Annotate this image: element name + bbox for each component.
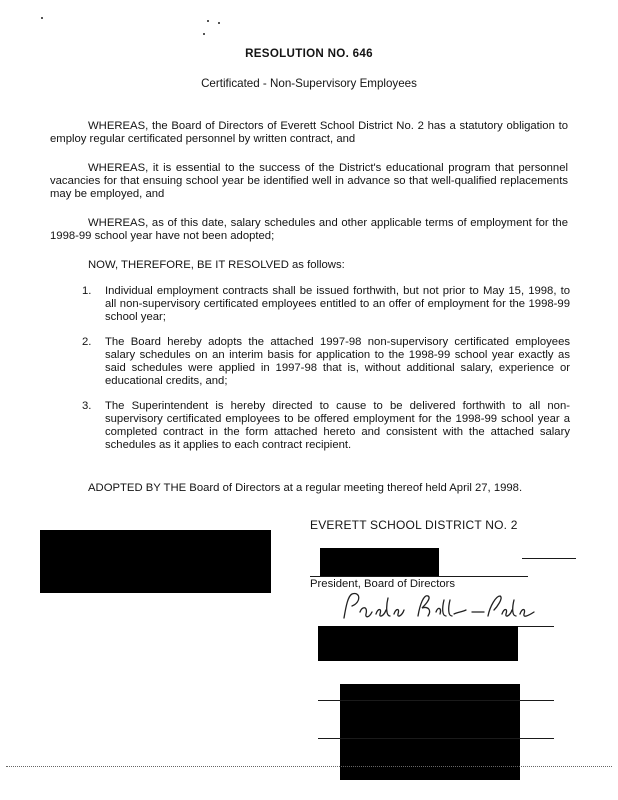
handwritten-signature <box>338 588 558 630</box>
resolution-item <box>82 336 570 388</box>
district-name: EVERETT SCHOOL DISTRICT NO. 2 <box>310 518 518 532</box>
item-number: 2. <box>82 336 92 348</box>
scan-speck <box>218 22 220 24</box>
resolved-intro: NOW, THEREFORE, BE IT RESOLVED as follows: <box>88 259 345 271</box>
signature-line-tail <box>522 558 576 559</box>
whereas-paragraph-1: WHEREAS, the Board of Directors of Everett School District No. 2 has a statutory obligation to employ regular certificated personnel by written contract, and <box>50 120 568 145</box>
scan-speck <box>203 33 205 35</box>
adopted-statement: ADOPTED BY THE Board of Directors at a regular meeting thereof held April 27, 1998. <box>88 482 523 494</box>
redacted-block-left <box>40 530 271 593</box>
resolution-items <box>82 285 570 464</box>
scan-speck <box>41 17 43 19</box>
resolution-item <box>82 285 570 324</box>
item-text: The Superintendent is hereby directed to cause to be delivered forthwith to all non-supervisory certificated employees to be offered employment for the 1998-99 school year a completed contract in the form attached hereto and consistent with the attached salary schedules as it applies to each contract recipient. <box>105 400 570 451</box>
item-number: 3. <box>82 400 92 412</box>
signature-line-lower-2 <box>318 738 554 739</box>
item-number: 1. <box>82 285 92 297</box>
whereas-paragraph-2: WHEREAS, it is essential to the success of the District's educational program that personnel vacancies for that ensuing school year be identified well in advance so that well-qualified replacements may be employed, and <box>50 162 568 200</box>
president-label: President, Board of Directors <box>310 578 456 590</box>
resolution-subtitle: Certificated - Non-Supervisory Employees <box>201 77 417 90</box>
signature-line-lower-1 <box>318 700 554 701</box>
redacted-signature-president <box>320 548 439 576</box>
scan-speck <box>207 20 209 22</box>
scan-edge-line <box>6 766 612 767</box>
item-text: The Board hereby adopts the attached 1997-98 non-supervisory certificated employees salary schedules on an interim basis for application to the 1998-99 school year exactly as said schedules were applied in 1997-98 that is, without additional salary, experience or educational credits, and; <box>105 336 570 387</box>
resolution-title: RESOLUTION NO. 646 <box>245 47 373 60</box>
signature-line-president <box>310 576 528 577</box>
resolution-item <box>82 400 570 452</box>
item-text: Individual employment contracts shall be issued forthwith, but not prior to May 15, 1998, to all non-supervisory certificated employees entitled to an offer of employment for the 1998-99 school year; <box>105 285 570 323</box>
whereas-paragraph-3: WHEREAS, as of this date, salary schedules and other applicable terms of employment for the 1998-99 school year have not been adopted; <box>50 217 568 242</box>
redacted-signature-director <box>318 626 518 661</box>
